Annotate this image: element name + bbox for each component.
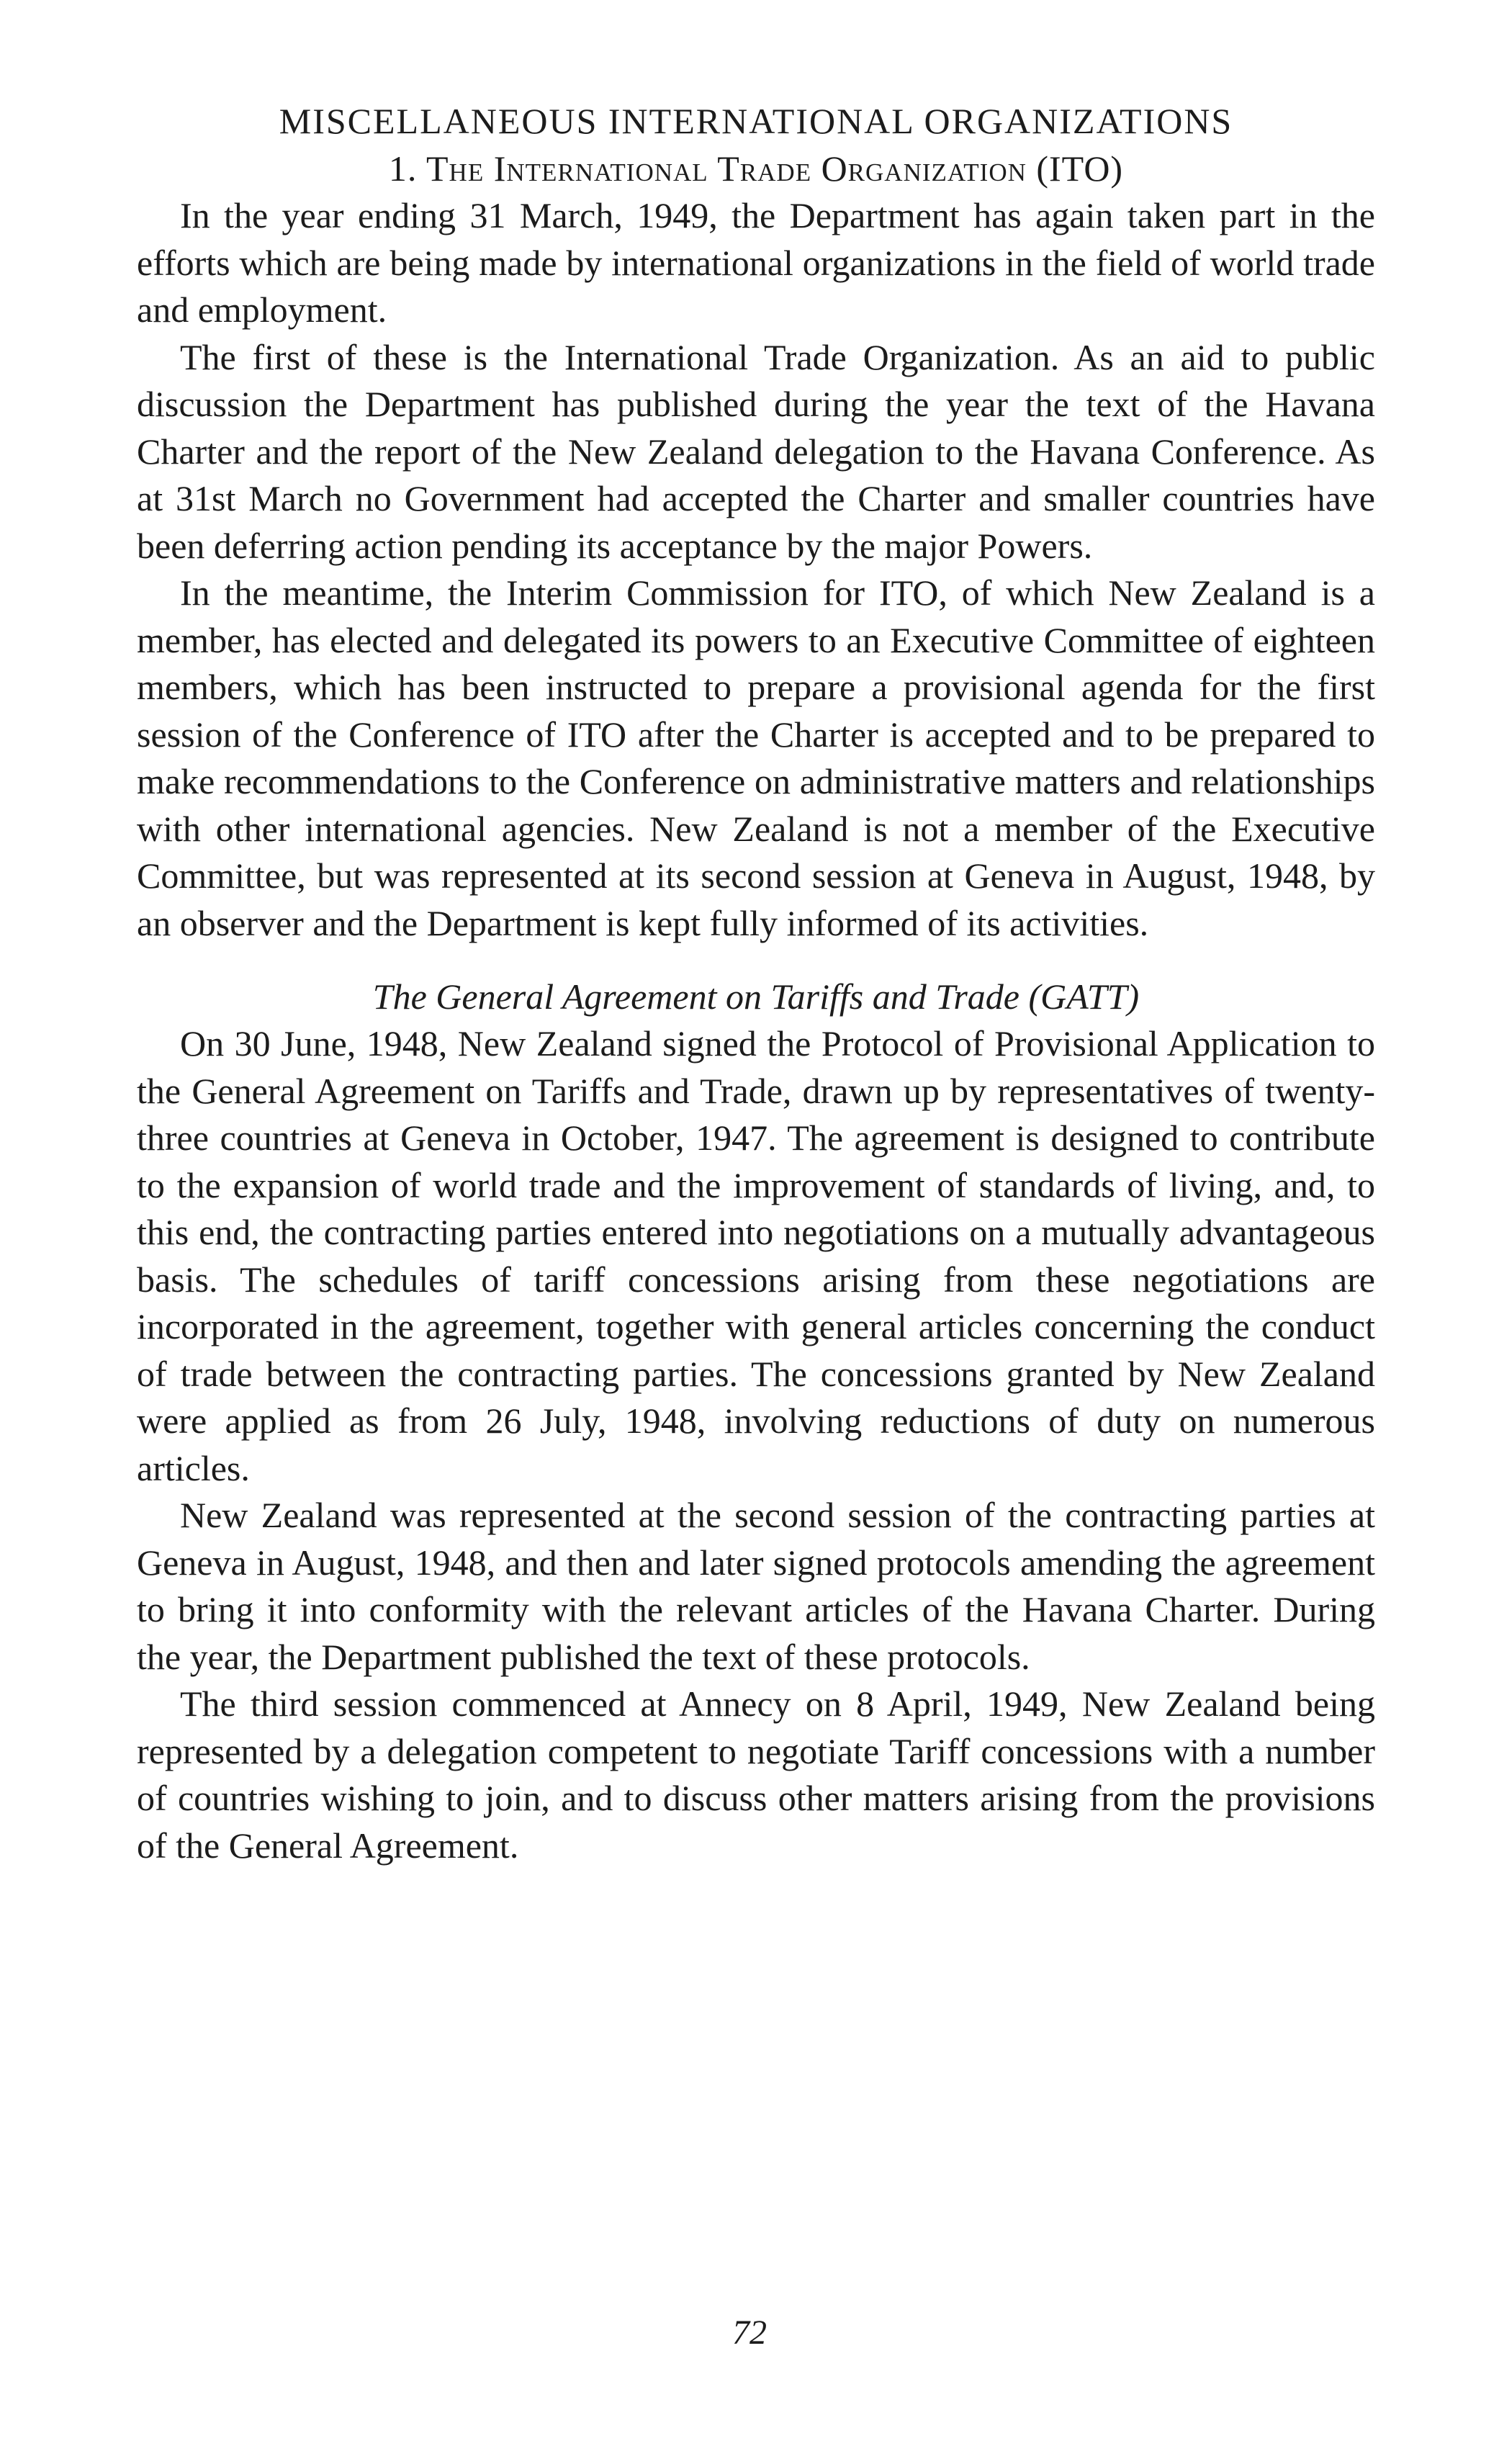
- section-title-text: The International Trade Organization: [426, 148, 1027, 189]
- gatt-paragraph: New Zealand was represented at the second session of the contracting parties at Geneva in August, 1948, and then and later signed protocols amending the agreement to bring it into conformity with the relevant articles of the Havana Charter. During the year, the Department published the text of these protocols.: [137, 1495, 1375, 1677]
- ito-paragraph: The first of these is the International Trade Organization. As an aid to public discussion the Department has published during the year the text of the Havana Charter and the report of the New Zealand delegation to the Havana Conference. As at 31st March no Government had accepted the Charter and smaller countries have been deferring action pending its acceptance by the major Powers.: [137, 336, 1375, 566]
- gatt-heading: The General Agreement on Tariffs and Trade (GATT): [372, 976, 1140, 1017]
- running-head: MISCELLANEOUS INTERNATIONAL ORGANIZATIONS: [279, 101, 1233, 141]
- ito-paragraph: In the meantime, the Interim Commission for ITO, of which New Zealand is a member, has elected and delegated its powers to an Executive Committee of eighteen members, which has been instructed to prepare a provisional agenda for the first session of the Conference of ITO after the Charter is accepted and to be prepared to make recommendations to the Conference on administrative matters and relationships with other international agencies. New Zealand is not a member of the Executive Committee, but was represented at its second session at Geneva in August, 1948, by an observer and the Department is kept fully informed of its activities.: [137, 572, 1375, 943]
- document-page: [137, 97, 1375, 1869]
- page-number: 72: [732, 2314, 767, 2352]
- section-title: [137, 145, 1375, 192]
- ito-paragraph: In the year ending 31 March, 1949, the Department has again taken part in the efforts which are being made by international organizations in the field of world trade and employment.: [137, 195, 1375, 330]
- section-number: 1.: [388, 148, 418, 189]
- gatt-paragraph: The third session commenced at Annecy on 8 April, 1949, New Zealand being represented by a delegation competent to negotiate Tariff concessions with a number of countries wishing to join, and to discuss other matters arising from the provisions of the General Agreement.: [137, 1683, 1375, 1866]
- gatt-paragraph: On 30 June, 1948, New Zealand signed the Protocol of Provisional Application to the General Agreement on Tariffs and Trade, drawn up by representatives of twenty-three countries at Geneva in October, 1947. The agreement is designed to contribute to the expansion of world trade and the improvement of standards of living, and, to this end, the contracting parties entered into negotiations on a mutually advantageous basis. The schedules of tariff concessions arising from these negotiations are incorporated in the agreement, together with general articles concerning the conduct of trade between the contracting parties. The concessions granted by New Zealand were applied as from 26 July, 1948, involving reductions of duty on numerous articles.: [137, 1023, 1375, 1488]
- section-abbreviation: (ITO): [1036, 148, 1124, 189]
